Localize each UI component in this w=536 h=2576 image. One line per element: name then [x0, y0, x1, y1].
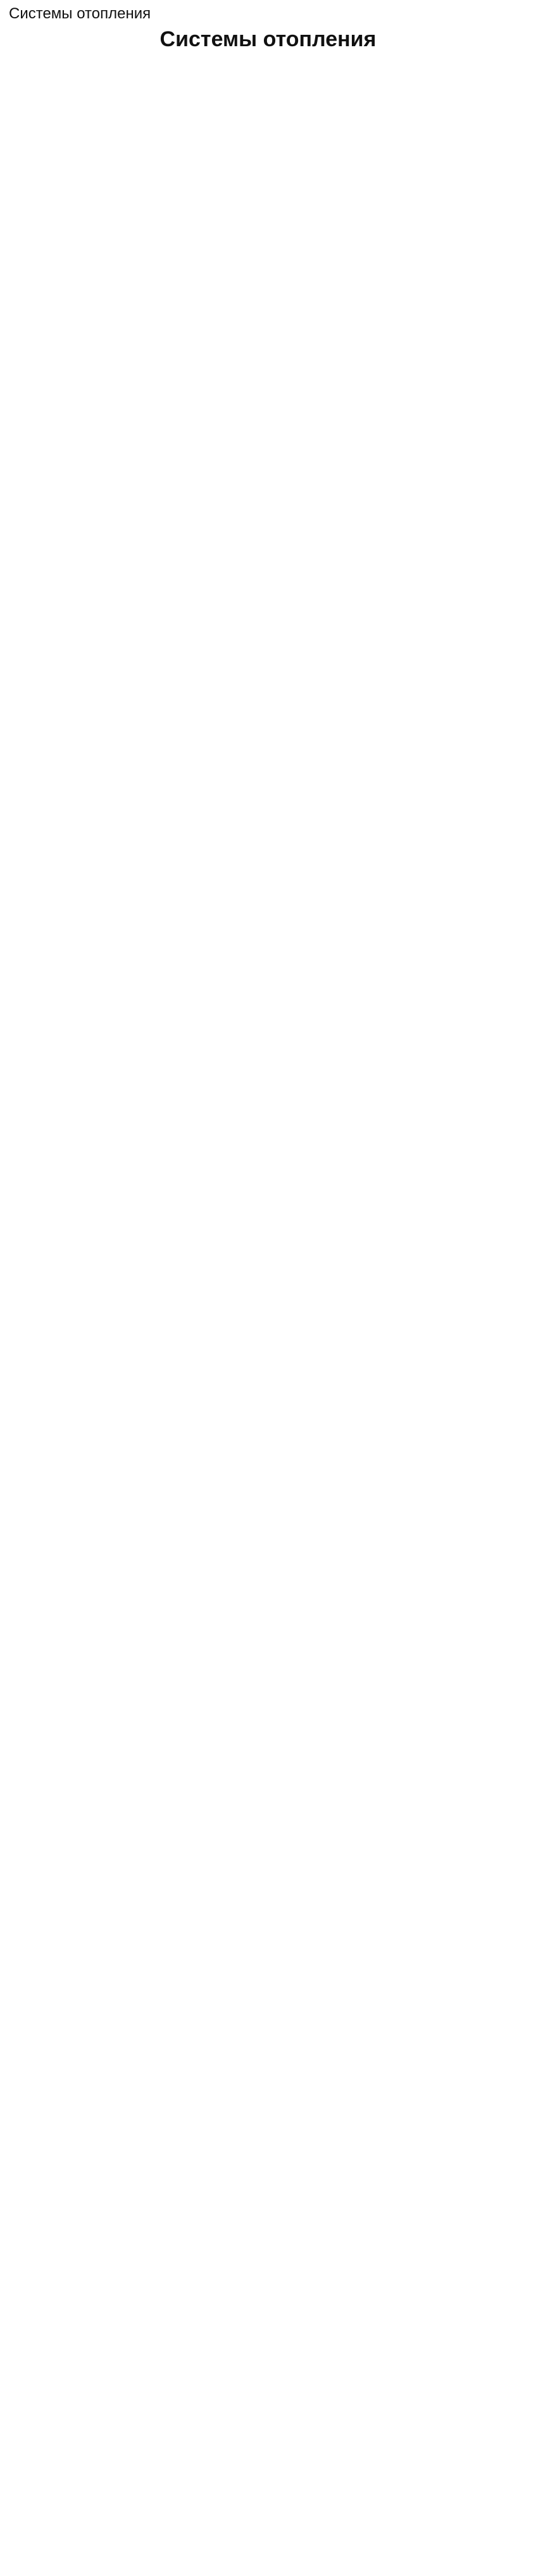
article-heading: Системы отопления [159, 27, 377, 51]
page-tab-title: Системы отопления [9, 5, 151, 22]
document-page [0, 0, 536, 82]
